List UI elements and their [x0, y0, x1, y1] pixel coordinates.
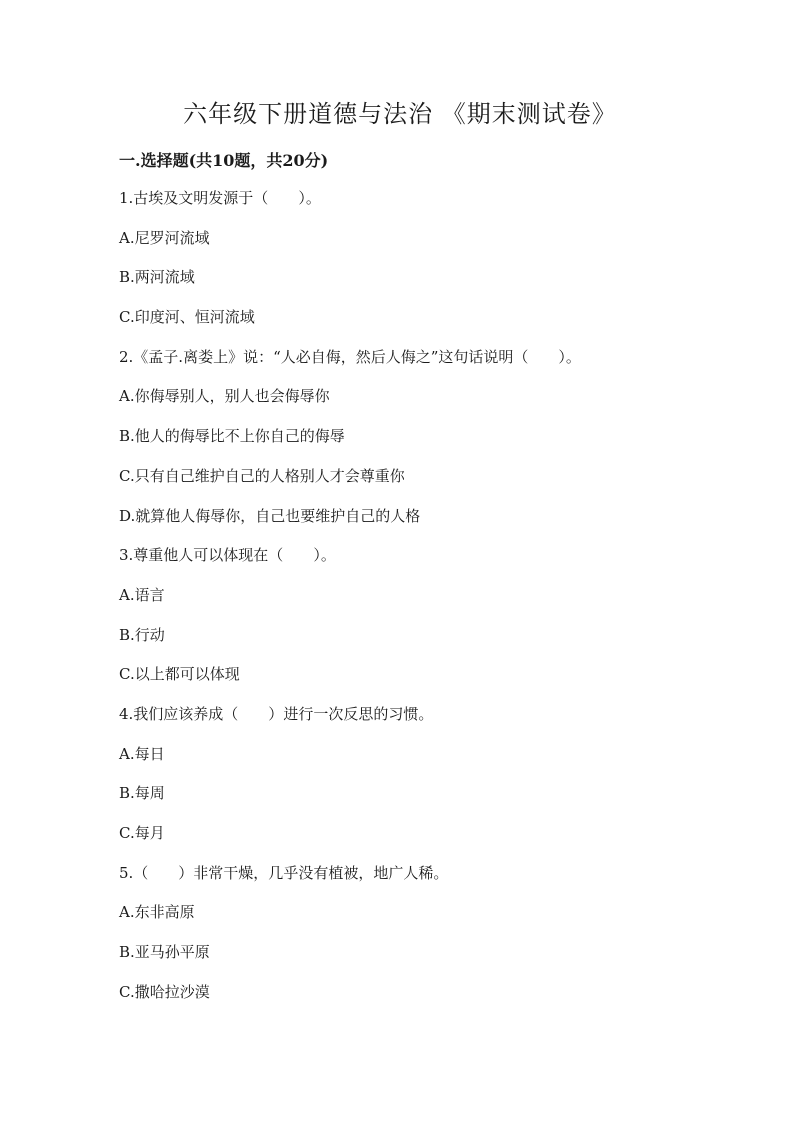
option-1b: B.两河流域 [119, 268, 195, 287]
page-title: 六年级下册道德与法治 《期末测试卷》 [183, 100, 617, 128]
option-2d: D.就算他人侮辱你，自己也要维护自己的人格 [119, 506, 421, 525]
question-list [119, 185, 739, 1018]
option-4a: A.每日 [119, 744, 165, 763]
option-4b: B.每周 [119, 784, 165, 803]
question-4: 4.我们应该养成（ ）进行一次反思的习惯。 [119, 704, 434, 723]
option-2c: C.只有自己维护自己的人格别人才会尊重你 [119, 466, 405, 485]
option-1a: A.尼罗河流域 [119, 228, 210, 247]
option-3a: A.语言 [119, 585, 165, 604]
question-1: 1.古埃及文明发源于（ ）。 [119, 189, 321, 207]
option-5a: A.东非高原 [119, 903, 195, 922]
option-5b: B.亚马孙平原 [119, 943, 210, 962]
section-heading: 一.选择题(共10题，共20分) [119, 151, 329, 170]
question-5: 5.（ ）非常干燥，几乎没有植被，地广人稀。 [119, 863, 449, 882]
option-2a: A.你侮辱别人，别人也会侮辱你 [119, 387, 330, 406]
question-2: 2.《孟子.离娄上》说：“人必自侮，然后人侮之”这句话说明（ ）。 [119, 347, 581, 366]
option-2b: B.他人的侮辱比不上你自己的侮辱 [119, 427, 345, 446]
option-5c: C.撒哈拉沙漠 [119, 982, 210, 1001]
question-3: 3.尊重他人可以体现在（ ）。 [119, 546, 336, 565]
option-1c: C.印度河、恒河流域 [119, 308, 255, 327]
option-3c: C.以上都可以体现 [119, 665, 240, 684]
option-3b: B.行动 [119, 625, 165, 644]
option-4c: C.每月 [119, 824, 165, 842]
